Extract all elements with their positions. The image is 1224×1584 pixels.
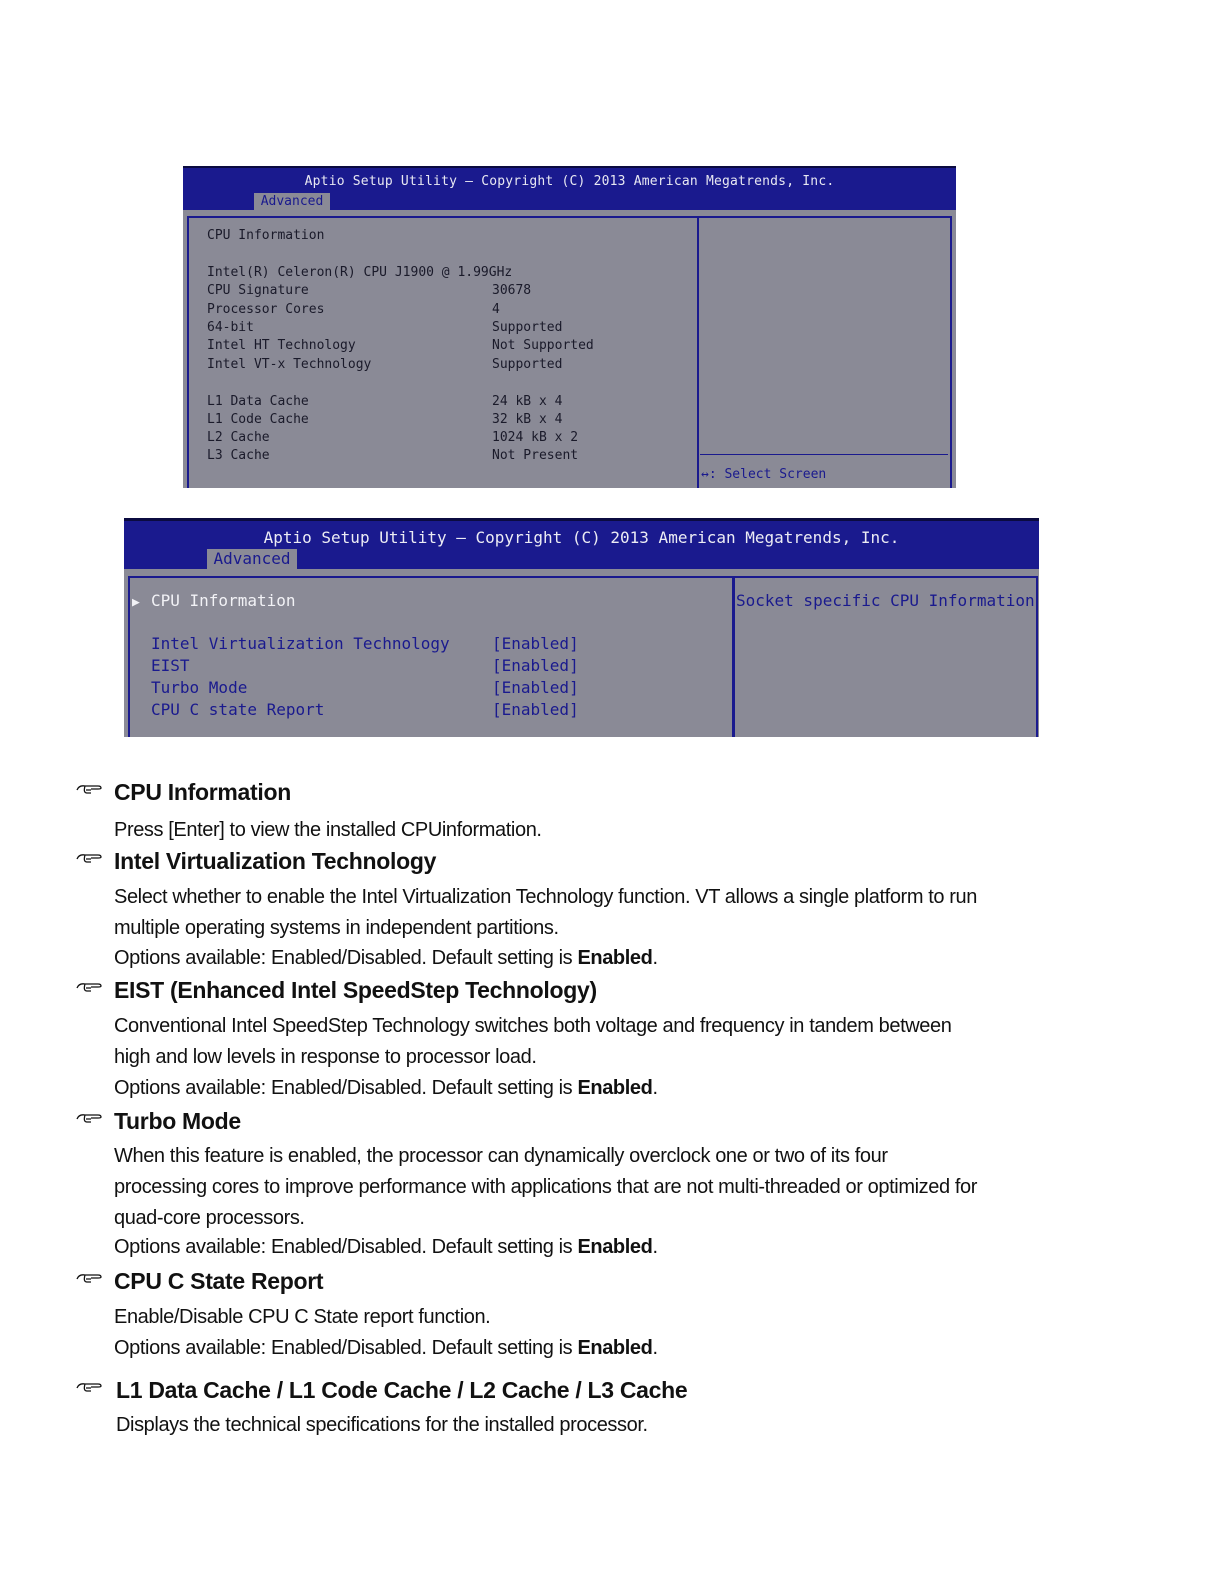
info-value: 1024 kB x 2 [492,430,579,445]
default-value: Enabled [577,1077,653,1099]
bios-title-bar [124,518,1039,569]
pointing-hand-icon [76,1270,102,1286]
tab-advanced[interactable]: Advanced [207,549,297,569]
info-label: 64-bit [207,320,254,335]
info-value: 4 [492,302,500,317]
info-label: Intel HT Technology [207,338,356,353]
bios-screen-cpu-information [183,166,956,488]
info-label: Intel VT-x Technology [207,357,372,372]
option-value[interactable]: [Enabled] [492,634,579,653]
heading: L1 Data Cache / L1 Code Cache / L2 Cache / L3 Cache [116,1377,688,1403]
period: . [652,1236,658,1258]
pointing-hand-icon [76,979,102,995]
submenu-label: CPU Information [151,591,296,610]
heading: Intel Virtualization Technology [114,848,437,874]
bios-help-pane [696,216,952,488]
bios-title-bar [183,166,956,210]
help-text: Socket specific CPU Information [736,591,1035,610]
info-label: CPU Signature [207,283,309,298]
option-value[interactable]: [Enabled] [492,700,579,719]
option-turbo-mode[interactable]: Turbo Mode [151,678,248,697]
pointing-hand-icon [76,850,102,866]
heading: Turbo Mode [114,1108,241,1134]
description: Press [Enter] to view the installed CPUinformation. [114,819,542,841]
pointing-hand-icon [76,1110,102,1126]
description: Select whether to enable the Intel Virtualization Technology function. VT allows a single platform to run multiple operating systems in independent partitions. [114,886,977,939]
section-title: CPU Information [207,228,325,243]
info-value: 24 kB x 4 [492,394,563,409]
description: Enable/Disable CPU C State report function. [114,1306,491,1328]
option-value[interactable]: [Enabled] [492,656,579,675]
description: Displays the technical specifications for the installed processor. [116,1414,648,1436]
info-label: L1 Data Cache [207,394,309,409]
options-text: Options available: Enabled/Disabled. Default setting is [114,1236,578,1258]
help-select-screen: ↔: Select Screen [701,467,827,482]
options-line [114,943,984,974]
options-line [114,1232,984,1263]
option-eist[interactable]: EIST [151,656,190,675]
description: Conventional Intel SpeedStep Technology switches both voltage and frequency in tandem between high and low levels in response to processor load. [114,1015,952,1068]
triangle-right-icon: ▶ [132,595,140,610]
default-value: Enabled [577,947,653,969]
bios-screen-cpu-configuration [124,518,1039,737]
option-intel-virtualization-technology[interactable]: Intel Virtualization Technology [151,634,450,653]
info-value: Not Supported [492,338,594,353]
heading: CPU Information [114,779,291,805]
description: When this feature is enabled, the processor can dynamically overclock one or two of its four processing cores to improve performance with applications that are not multi-threaded or optimized for quad-core processors. [114,1145,977,1229]
period: . [652,1077,658,1099]
pointing-hand-icon [76,781,102,797]
options-line [114,1333,984,1364]
default-value: Enabled [577,1236,653,1258]
option-cpu-c-state-report[interactable]: CPU C state Report [151,700,325,719]
processor-name: Intel(R) Celeron(R) CPU J1900 @ 1.99GHz [207,265,513,280]
options-text: Options available: Enabled/Disabled. Default setting is [114,1077,578,1099]
help-divider [700,454,948,455]
submenu-cpu-information[interactable] [132,591,296,610]
period: . [652,947,658,969]
info-label: L1 Code Cache [207,412,309,427]
pointing-hand-icon [76,1379,102,1395]
info-value: Supported [492,357,563,372]
bios-title: Aptio Setup Utility – Copyright (C) 2013 American Megatrends, Inc. [304,174,835,189]
info-label: L3 Cache [207,448,270,463]
info-label: Processor Cores [207,302,325,317]
info-label: L2 Cache [207,430,270,445]
heading: EIST (Enhanced Intel SpeedStep Technology) [114,977,597,1003]
bios-title: Aptio Setup Utility – Copyright (C) 2013 American Megatrends, Inc. [263,528,900,547]
info-value: 30678 [492,283,532,298]
period: . [652,1337,658,1359]
options-line [114,1073,984,1104]
option-value[interactable]: [Enabled] [492,678,579,697]
info-value: 32 kB x 4 [492,412,563,427]
options-text: Options available: Enabled/Disabled. Default setting is [114,947,578,969]
info-value: Supported [492,320,563,335]
tab-advanced[interactable]: Advanced [254,193,330,210]
options-text: Options available: Enabled/Disabled. Default setting is [114,1337,578,1359]
heading: CPU C State Report [114,1268,324,1294]
default-value: Enabled [577,1337,653,1359]
info-value: Not Present [492,448,579,463]
